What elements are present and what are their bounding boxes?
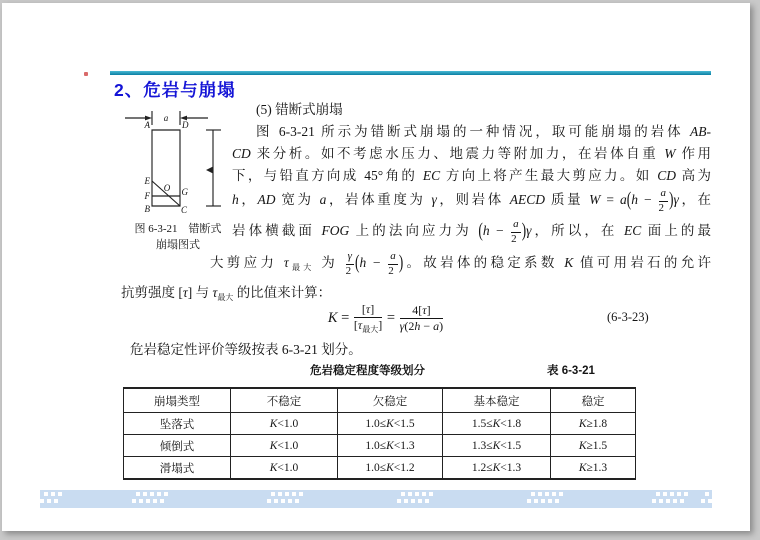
k-range-cell: 1.2≤K<1.3 xyxy=(443,457,551,480)
table-header-row xyxy=(124,388,636,413)
k-range-cell: K<1.0 xyxy=(231,435,338,457)
row-label: 倾倒式 xyxy=(124,435,231,457)
column-header: 稳定 xyxy=(551,388,636,413)
k-range-cell: 1.5≤K<1.8 xyxy=(443,413,551,435)
stability-table-body xyxy=(124,413,636,480)
k-range-cell: 1.0≤K<1.5 xyxy=(338,413,443,435)
dot-cluster xyxy=(40,492,62,506)
k-range-cell: K≥1.3 xyxy=(551,457,636,480)
k-range-cell: 1.0≤K<1.2 xyxy=(338,457,443,480)
body-line-math: 抗剪强度 [τ] 与 $\tau_{最大}$ 的比值来计算： xyxy=(121,285,332,302)
section-title: 2、危岩与崩塌 xyxy=(114,80,236,100)
body-line: 下，与铅直方向成 45°角的 EC 方向上将产生最大剪应力。如 CD 高为 xyxy=(232,168,712,183)
body-line: CD 来分析。如不考虑水压力、地震力等附加力，在岩体自重 W 作用 xyxy=(232,146,712,161)
equation-number: (6-3-23) xyxy=(607,310,649,324)
body-line-math: 岩体横截面 FOG 上的法向应力为 (h − $\frac{a}{2}$ )γ，所以，在 EC 面上的最 xyxy=(232,218,712,245)
column-header: 崩塌类型 xyxy=(124,388,231,413)
column-header: 基本稳定 xyxy=(443,388,551,413)
column-header: 不稳定 xyxy=(231,388,338,413)
figure-label-B: B xyxy=(144,204,150,214)
stability-table xyxy=(123,387,636,480)
table-row xyxy=(124,413,636,435)
dot-cluster xyxy=(132,492,168,506)
figure-label-G: G xyxy=(181,187,188,197)
k-range-cell: 1.3≤K<1.5 xyxy=(443,435,551,457)
equation: K = $\frac{[\tau]}{[\tau_{最大}]}$ = $\frac{4[\tau]}{\gamma(2h - a)}$ xyxy=(327,302,444,334)
figure-label-O: O xyxy=(163,183,171,193)
red-speck xyxy=(84,72,88,76)
figure-label-F: F xyxy=(144,191,150,201)
footer-band xyxy=(40,490,712,508)
table-row xyxy=(124,435,636,457)
collapse-diagram-figure xyxy=(118,106,238,253)
figure-label-a: a xyxy=(163,113,169,123)
body-line: 图 6-3-21 所示为错断式崩塌的一种情况，取可能崩塌的岩体 AB- xyxy=(256,124,711,139)
dot-cluster xyxy=(652,492,688,506)
k-range-cell: K<1.0 xyxy=(231,413,338,435)
table-title: 危岩稳定程度等级划分 xyxy=(310,365,425,377)
row-label: 滑塌式 xyxy=(124,457,231,480)
k-range-cell: 1.0≤K<1.3 xyxy=(338,435,443,457)
dot-cluster xyxy=(267,492,303,506)
dot-cluster xyxy=(701,492,716,506)
body-line-math: 大剪应力 $\tau_{最大}$ 为 $\frac{\gamma}{2}$ (h − $\frac{a}{2}$ )。故岩体的稳定系数 K 值可用岩石的允许 xyxy=(210,250,712,277)
k-range-cell: K<1.0 xyxy=(231,457,338,480)
column-header: 欠稳定 xyxy=(338,388,443,413)
figure-caption-line2: 崩塌图式 xyxy=(156,239,200,251)
stability-table-wrap xyxy=(123,387,636,480)
collapse-diagram xyxy=(118,106,238,218)
table-number-label: 表 6-3-21 xyxy=(547,365,595,377)
figure-label-E: E xyxy=(144,176,150,186)
dot-cluster xyxy=(527,492,563,506)
dot-cluster xyxy=(397,492,433,506)
table-row xyxy=(124,457,636,480)
body-line-math: h，AD 宽为 a，岩体重度为 γ，则岩体 AECD 质量 W = a(h − $\frac{a}{2}$ )γ，在 xyxy=(232,187,712,214)
body-paragraph-2: 危岩稳定性评价等级按表 6-3-21 划分。 xyxy=(130,342,362,357)
figure-label-A: A xyxy=(144,120,150,130)
figure-label-D: D xyxy=(182,120,189,130)
k-range-cell: K≥1.5 xyxy=(551,435,636,457)
title-rule xyxy=(110,71,711,75)
k-range-cell: K≥1.8 xyxy=(551,413,636,435)
figure-caption-line1: 图 6-3-21 错断式 xyxy=(134,223,222,235)
figure-label-C: C xyxy=(181,205,188,215)
row-label: 坠落式 xyxy=(124,413,231,435)
paragraph-heading: (5) 错断式崩塌 xyxy=(256,102,343,117)
